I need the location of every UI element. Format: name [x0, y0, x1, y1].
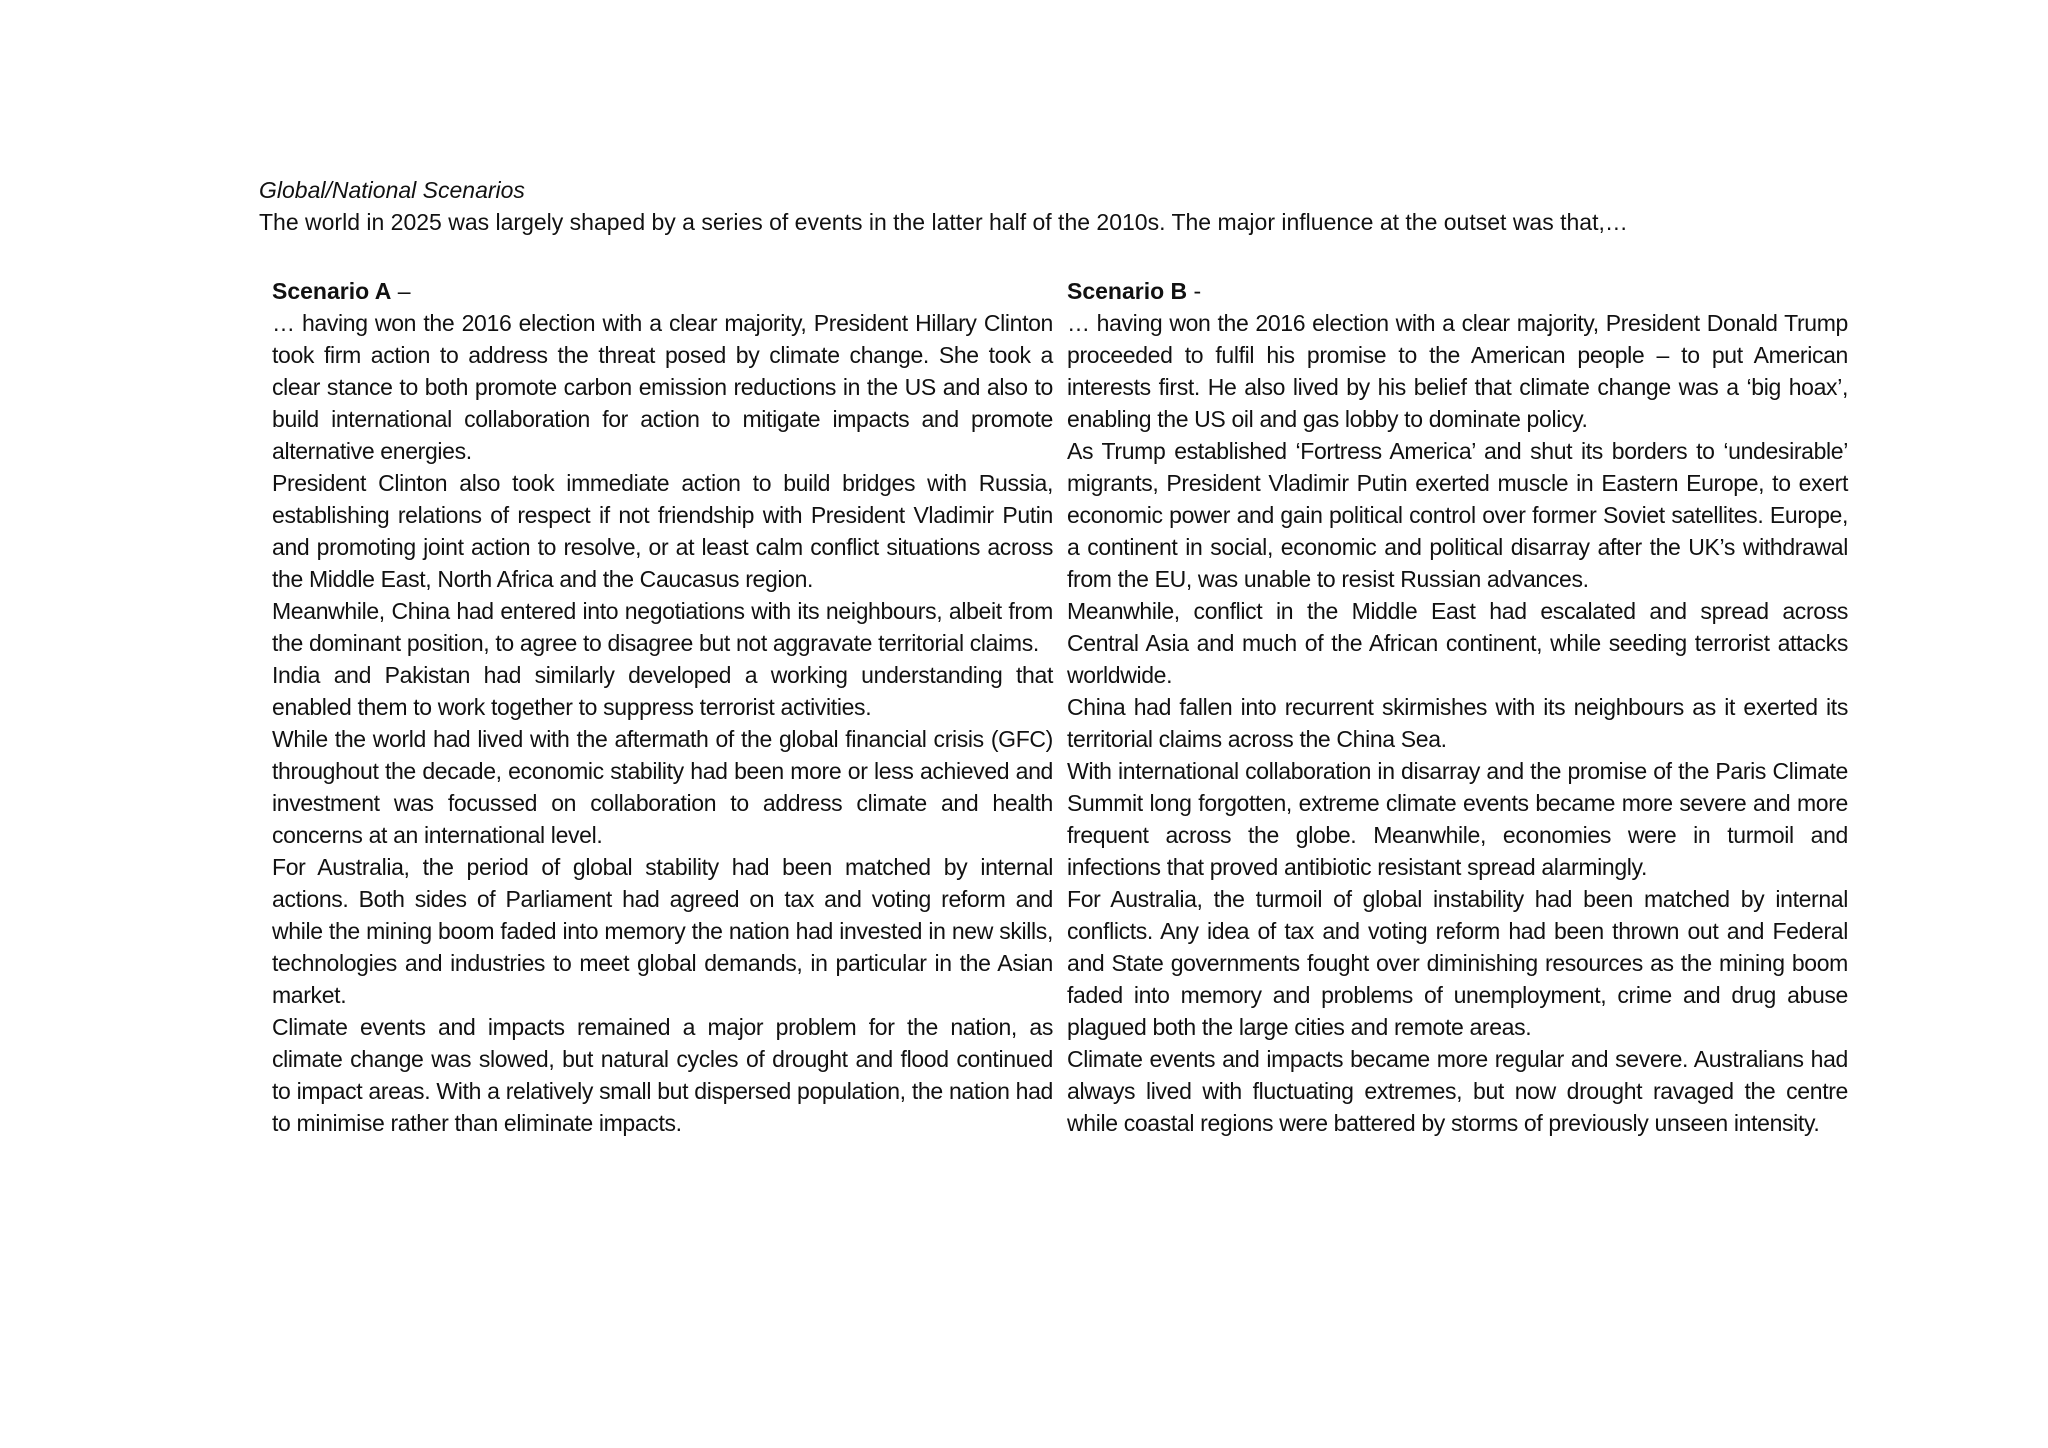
scenario-a-paragraph-2: President Clinton also took immediate action to build bridges with Russia, establishing relations of respect if not friendship with President Vladimir Putin and promoting joint action to resolve, or at least calm conflict situations across the Middle East, North Africa and the Caucasus region. — [272, 470, 1053, 592]
scenario-a-paragraph-7: Climate events and impacts remained a major problem for the nation, as climate change was slowed, but natural cycles of drought and flood continued to impact areas. With a relatively small but dispersed population, the nation had to minimise rather than eliminate impacts. — [272, 1014, 1053, 1136]
scenario-a-column — [272, 275, 1053, 1139]
scenario-a-paragraph-6: For Australia, the period of global stability had been matched by internal actions. Both sides of Parliament had agreed on tax and voting reform and while the mining boom faded into memory the nation had invested in new skills, technologies and industries to meet global demands, in particular in the Asian market. — [272, 854, 1053, 1008]
scenario-a-separator: – — [391, 278, 411, 304]
scenario-b-paragraph-2: As Trump established ‘Fortress America’ and shut its borders to ‘undesirable’ migrants, President Vladimir Putin exerted muscle in Eastern Europe, to exert economic power and gain political control over former Soviet satellites. Europe, a continent in social, economic and political disarray after the UK’s withdrawal from the EU, was unable to resist Russian advances. — [1067, 438, 1848, 592]
scenario-a-label: Scenario A — [272, 278, 392, 304]
scenario-a-paragraph-5: While the world had lived with the aftermath of the global financial crisis (GFC) throughout the decade, economic stability had been more or less achieved and investment was focussed on collaboration to address climate and health concerns at an international level. — [272, 726, 1053, 848]
scenario-b-paragraph-6: For Australia, the turmoil of global instability had been matched by internal conflicts. Any idea of tax and voting reform had been thrown out and Federal and State governments fought over diminishing resources as the mining boom faded into memory and problems of unemployment, crime and drug abuse plagued both the large cities and remote areas. — [1067, 886, 1848, 1040]
scenario-a-paragraph-4: India and Pakistan had similarly developed a working understanding that enabled them to work together to suppress terrorist activities. — [272, 662, 1053, 720]
scenario-b-paragraph-4: China had fallen into recurrent skirmishes with its neighbours as it exerted its territorial claims across the China Sea. — [1067, 694, 1848, 752]
scenario-b-paragraph-5: With international collaboration in disarray and the promise of the Paris Climate Summit long forgotten, extreme climate events became more severe and more frequent across the globe. Meanwhile, economies were in turmoil and infections that proved antibiotic resistant spread alarmingly. — [1067, 758, 1848, 880]
scenario-b-column — [1067, 275, 1848, 1139]
scenario-a-paragraph-1: … having won the 2016 election with a clear majority, President Hillary Clinton took firm action to address the threat posed by climate change. She took a clear stance to both promote carbon emission reductions in the US and also to build international collaboration for action to mitigate impacts and promote alternative energies. — [272, 310, 1053, 464]
section-title: Global/National Scenarios — [259, 177, 525, 203]
scenario-a-paragraph-3: Meanwhile, China had entered into negotiations with its neighbours, albeit from the dominant position, to agree to disagree but not aggravate territorial claims. — [272, 598, 1053, 656]
scenario-a-heading — [272, 275, 1053, 307]
scenario-b-heading — [1067, 275, 1848, 307]
scenario-b-label: Scenario B — [1067, 278, 1188, 304]
scenario-b-paragraph-1: … having won the 2016 election with a clear majority, President Donald Trump proceeded to fulfil his promise to the American people – to put American interests first. He also lived by his belief that climate change was a ‘big hoax’, enabling the US oil and gas lobby to dominate policy. — [1067, 310, 1848, 432]
scenario-b-paragraph-7: Climate events and impacts became more regular and severe. Australians had always lived with fluctuating extremes, but now drought ravaged the centre while coastal regions were battered by storms of previously unseen intensity. — [1067, 1046, 1848, 1136]
intro-sentence: The world in 2025 was largely shaped by a series of events in the latter half of the 2010s. The major influence at the outset was that,… — [259, 209, 1628, 235]
scenario-b-separator: - — [1187, 278, 1202, 304]
scenario-b-paragraph-3: Meanwhile, conflict in the Middle East had escalated and spread across Central Asia and much of the African continent, while seeding terrorist attacks worldwide. — [1067, 598, 1848, 688]
